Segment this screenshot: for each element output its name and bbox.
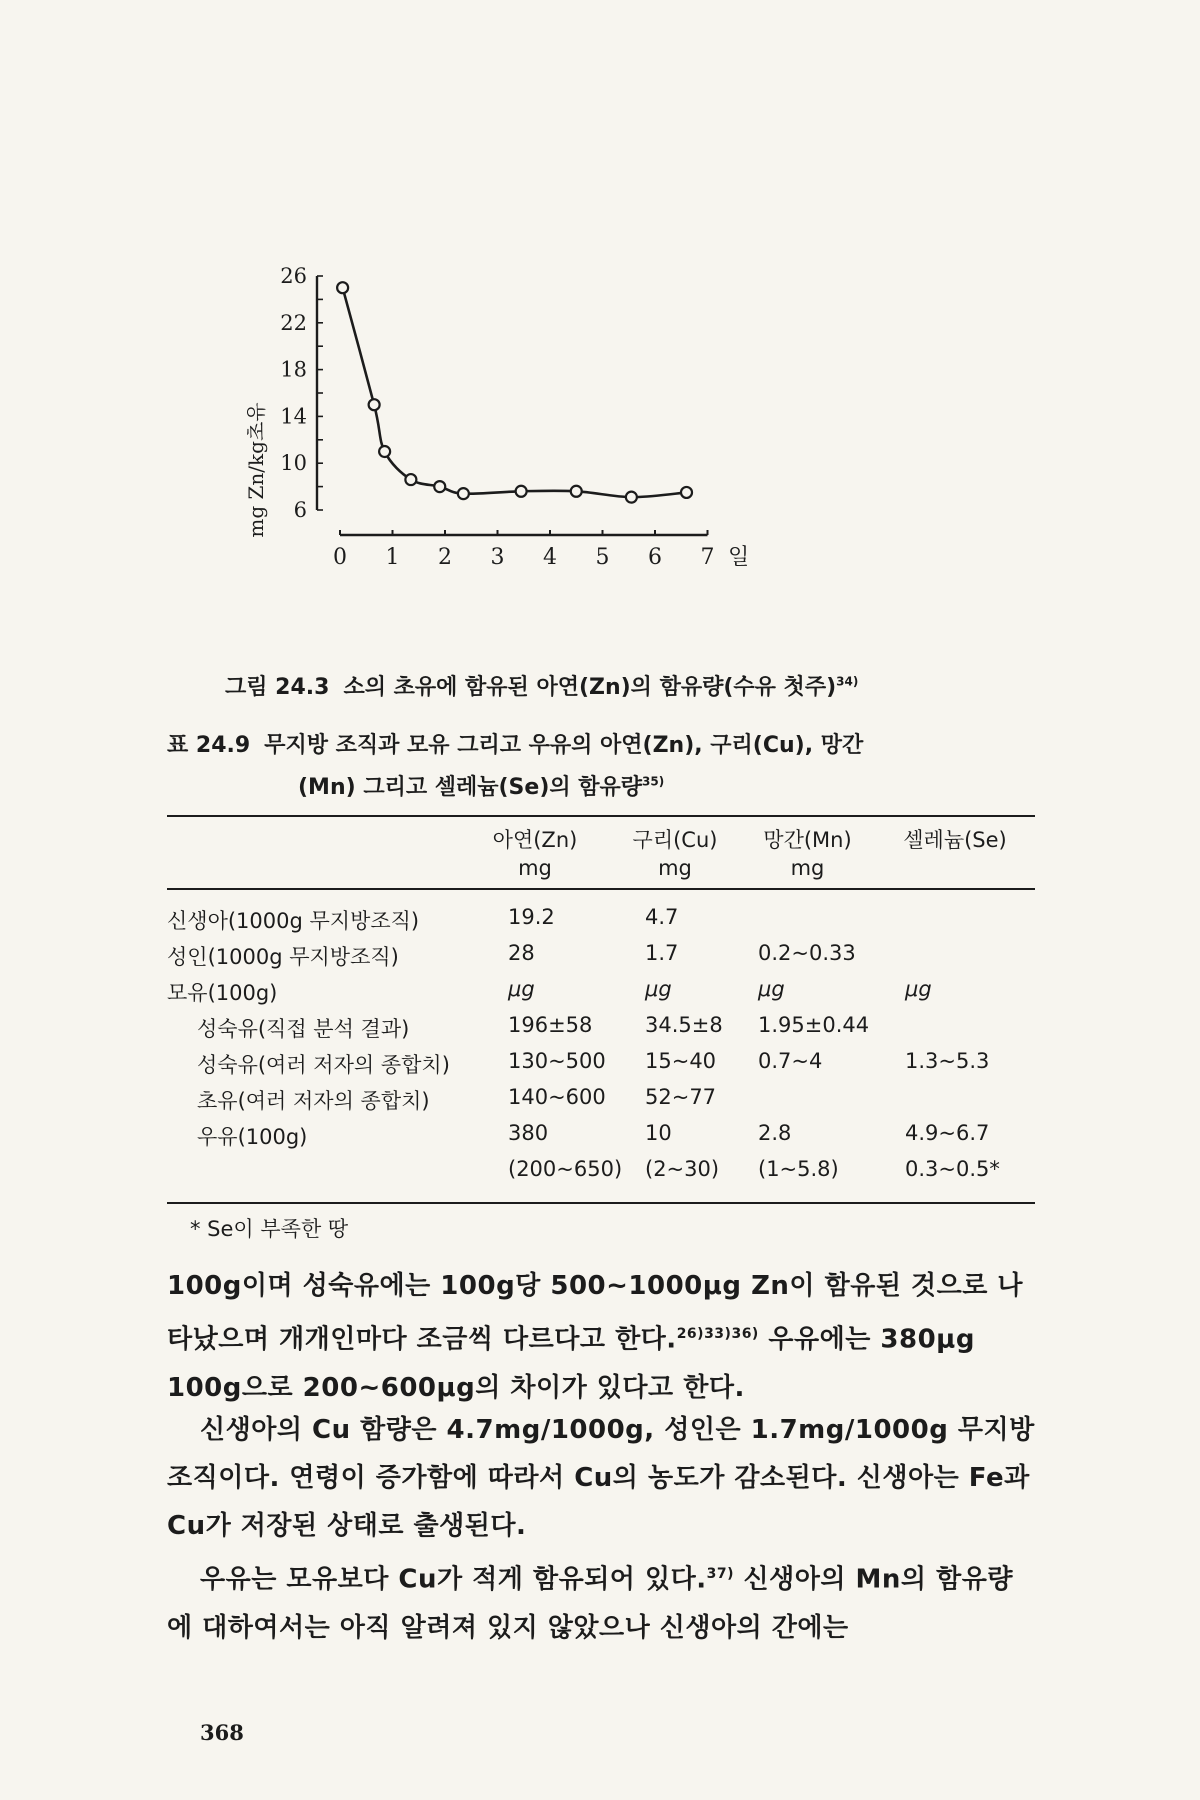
x-tick-label: 6 xyxy=(648,545,662,570)
cell-zn: 140~600 xyxy=(508,1085,606,1109)
cell-cu: 10 xyxy=(645,1121,672,1145)
cell-se: μg xyxy=(905,977,932,1001)
cell-zn: 380 xyxy=(508,1121,549,1145)
data-point xyxy=(434,481,445,492)
body-paragraph-2: 신생아의 Cu 함량은 4.7mg/1000g, 성인은 1.7mg/1000g 무지방조직이다. 연령이 증가함에 따라서 Cu의 농도가 감소된다. 신생아는 Fe과 Cu가 저장된 상태로 출생된다. xyxy=(167,1415,1035,1541)
table-row xyxy=(0,941,1200,977)
column-unit: mg xyxy=(790,856,825,880)
table-row xyxy=(0,1157,1200,1193)
data-point xyxy=(681,487,692,498)
figure-caption-text: 소의 초유에 함유된 아연(Zn)의 함유량(수유 첫주) xyxy=(343,675,837,700)
figure-footnote: 34) xyxy=(836,674,859,689)
cell-zn: (200~650) xyxy=(508,1157,623,1181)
row-label: 신생아(1000g 무지방조직) xyxy=(167,909,420,933)
figure-label: 그림 24.3 xyxy=(225,675,330,700)
y-tick-label: 22 xyxy=(280,310,307,335)
table-caption xyxy=(167,728,863,759)
body-paragraph-1 xyxy=(167,1262,1037,1412)
column-name: 아연(Zn) xyxy=(492,828,578,852)
data-point xyxy=(458,488,469,499)
column-unit: mg xyxy=(518,856,552,880)
table-footnote: 35) xyxy=(642,774,665,789)
cell-mn: 2.8 xyxy=(758,1121,792,1145)
cell-cu: 1.7 xyxy=(645,941,679,965)
data-point xyxy=(571,486,582,497)
table-note: * Se이 부족한 땅 xyxy=(190,1217,349,1241)
column-header-cu xyxy=(615,826,735,882)
paragraph-text: 우유에는 380μg 100g으로 200~600μg의 차이가 있다고 한다. xyxy=(167,1324,975,1403)
figure-caption xyxy=(225,670,858,701)
cell-cu: 15~40 xyxy=(645,1049,717,1073)
x-axis-unit: 일 xyxy=(728,545,750,570)
row-label: 성숙유(여러 저자의 종합치) xyxy=(197,1053,450,1077)
cell-zn: 130~500 xyxy=(508,1049,606,1073)
data-point xyxy=(379,446,390,457)
y-tick-label: 14 xyxy=(280,404,307,429)
x-tick-label: 4 xyxy=(543,545,557,570)
cell-cu: 4.7 xyxy=(645,905,679,929)
cell-cu: μg xyxy=(645,977,672,1001)
zinc-colostrum-chart xyxy=(244,264,880,660)
cell-se: 1.3~5.3 xyxy=(905,1049,990,1073)
table-caption-line2 xyxy=(298,770,664,801)
y-tick-label: 26 xyxy=(280,264,307,288)
table-row xyxy=(0,1013,1200,1049)
cell-mn: (1~5.8) xyxy=(758,1157,839,1181)
x-tick-label: 7 xyxy=(700,545,715,570)
column-header-mn xyxy=(745,826,870,882)
cell-mn: 1.95±0.44 xyxy=(758,1013,870,1037)
table-row xyxy=(0,1049,1200,1085)
row-label: 성인(1000g 무지방조직) xyxy=(167,945,399,969)
table-row xyxy=(0,977,1200,1013)
page-number: 368 xyxy=(200,1720,244,1745)
y-tick-label: 10 xyxy=(280,451,307,476)
cell-zn: 28 xyxy=(508,941,535,965)
x-tick-label: 2 xyxy=(438,545,452,570)
table-bottom-rule xyxy=(167,1202,1035,1204)
cell-se: 0.3~0.5* xyxy=(905,1157,1000,1181)
data-point xyxy=(516,486,527,497)
data-point xyxy=(369,399,380,410)
table-row xyxy=(0,1085,1200,1121)
cell-zn: 196±58 xyxy=(508,1013,593,1037)
body-paragraph-3 xyxy=(167,1550,1037,1652)
cell-mn: μg xyxy=(758,977,785,1001)
cell-zn: 19.2 xyxy=(508,905,555,929)
column-header-zn xyxy=(470,826,600,882)
citation: 26)33)36) xyxy=(676,1326,759,1342)
column-name: 셀레늄(Se) xyxy=(903,828,1007,852)
column-header-se xyxy=(880,826,1030,854)
paragraph-text: 신생아의 Mn의 함유량에 대하여서는 아직 알려져 있지 않았으나 신생아의 간에는 xyxy=(167,1564,1013,1643)
row-label: 모유(100g) xyxy=(167,981,278,1005)
y-tick-label: 6 xyxy=(293,498,307,522)
cell-se: 4.9~6.7 xyxy=(905,1121,990,1145)
y-axis xyxy=(280,264,323,522)
cell-cu: 34.5±8 xyxy=(645,1013,723,1037)
x-tick-label: 3 xyxy=(490,545,505,570)
cell-cu: 52~77 xyxy=(645,1085,717,1109)
x-tick-label: 0 xyxy=(333,545,347,570)
row-label: 우유(100g) xyxy=(197,1125,308,1149)
column-unit: mg xyxy=(658,856,692,880)
table-title-line1: 무지방 조직과 모유 그리고 우유의 아연(Zn), 구리(Cu), 망간 xyxy=(264,733,864,758)
row-label: 성숙유(직접 분석 결과) xyxy=(197,1017,410,1041)
paragraph-text: 100g이며 성숙유에는 100g당 500~1000μg Zn이 함유된 것으로 나타났으며 개개인마다 조금씩 다르다고 한다. xyxy=(167,1271,1024,1355)
data-point xyxy=(405,474,416,485)
cell-zn: μg xyxy=(508,977,535,1001)
table-row xyxy=(0,1121,1200,1157)
table-title-line2: (Mn) 그리고 셀레늄(Se)의 함유량 xyxy=(298,775,643,800)
x-tick-label: 5 xyxy=(595,545,610,570)
paragraph-text: 우유는 모유보다 Cu가 적게 함유되어 있다. xyxy=(200,1564,707,1595)
table-label: 표 24.9 xyxy=(167,733,251,758)
x-tick-label: 1 xyxy=(385,545,400,570)
data-point xyxy=(337,282,348,293)
cell-cu: (2~30) xyxy=(645,1157,720,1181)
table-top-rule xyxy=(167,815,1035,817)
column-name: 구리(Cu) xyxy=(632,828,718,852)
cell-mn: 0.2~0.33 xyxy=(758,941,856,965)
citation: 37) xyxy=(706,1566,734,1582)
table-header-rule xyxy=(167,888,1035,890)
zinc-curve xyxy=(343,288,687,497)
table-row xyxy=(0,905,1200,941)
column-name: 망간(Mn) xyxy=(763,828,852,852)
data-point xyxy=(626,492,637,503)
cell-mn: 0.7~4 xyxy=(758,1049,823,1073)
x-axis xyxy=(333,530,715,570)
row-label: 초유(여러 저자의 종합치) xyxy=(197,1089,430,1113)
y-axis-label: mg Zn/kg초유 xyxy=(244,402,268,538)
y-tick-label: 18 xyxy=(280,357,307,382)
